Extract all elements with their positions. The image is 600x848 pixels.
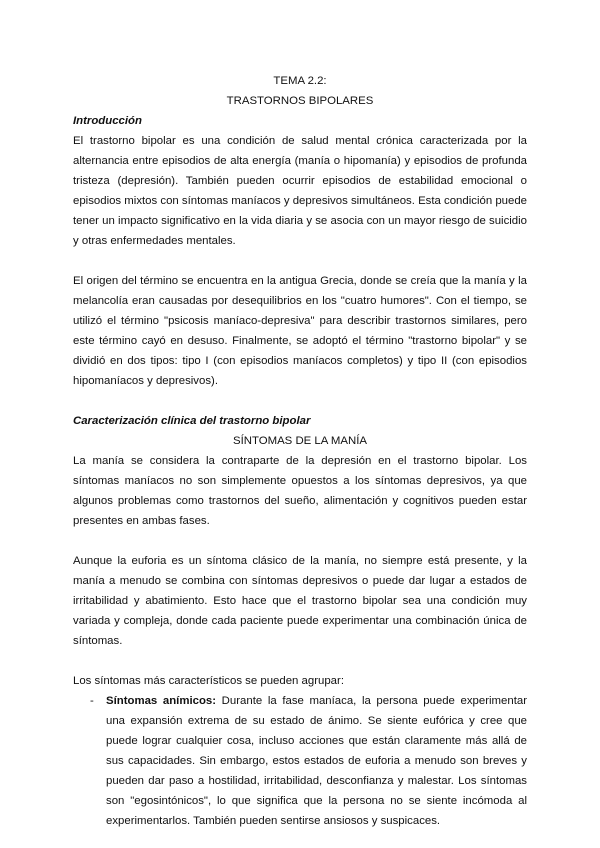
document-content — [73, 71, 527, 831]
topic-number: TEMA 2.2: — [273, 75, 327, 87]
grouping-intro: Los síntomas más característicos se pueden agrupar: — [73, 675, 344, 687]
intro-paragraph-1: El trastorno bipolar es una condición de salud mental crónica caracterizada por la alternancia entre episodios de alta energía (manía o hipomanía) y episodios de profunda tristeza (depresión). También pueden ocurrir episodios de estabilidad emocional o episodios mixtos con síntomas maníacos y depresivos simultáneos. Esta condición puede tener un impacto significativo en la vida diaria y se asocia con un mayor riesgo de suicidio y otras enfermedades mentales. — [73, 135, 527, 247]
intro-heading: Introducción — [73, 115, 142, 127]
document-title: TRASTORNOS BIPOLARES — [226, 95, 374, 107]
mania-heading: SÍNTOMAS DE LA MANÍA — [233, 435, 367, 447]
spacer — [73, 531, 527, 551]
mania-paragraph-2: Aunque la euforia es un síntoma clásico de la manía, no siempre está presente, y la manía a menudo se combina con síntomas depresivos o puede dar lugar a estados de irritabilidad y abatimiento. Esto hace que el trastorno bipolar sea una condición muy variada y compleja, donde cada paciente puede experimentar una combinación única de síntomas. — [73, 555, 527, 647]
bullet-marker: - — [90, 695, 94, 707]
intro-paragraph-2: El origen del término se encuentra en la antigua Grecia, donde se creía que la manía y la melancolía eran causadas por desequilibrios en los "cuatro humores". Con el tiempo, se utilizó el término "psicosis maníaco-depresiva" para describir trastornos similares, pero este término cayó en desuso. Finalmente, se adoptó el término "trastorno bipolar" y se dividió en dos tipos: tipo I (con episodios maníacos completos) y tipo II (con episodios hipomaníacos y depresivos). — [73, 275, 527, 387]
spacer — [73, 251, 527, 271]
clinical-heading: Caracterización clínica del trastorno bipolar — [73, 415, 311, 427]
list-item-term: Síntomas anímicos: — [106, 695, 217, 707]
spacer — [73, 391, 527, 411]
list-item-text: Durante la fase maníaca, la persona puede experimentar una expansión extrema de su estado de ánimo. Se siente eufórica y cree que puede lograr cualquier cosa, incluso acciones que están claramente más allá de sus capacidades. Sin embargo, estos estados de euforia a menudo son breves y pueden dar paso a hostilidad, irritabilidad, desconfianza y malestar. Los síntomas son "egosintónicos", lo que significa que la persona no se siente incómoda al experimentarlos. También pueden sentirse ansiosos y suspicaces. — [106, 695, 527, 827]
spacer — [73, 651, 527, 671]
symptom-list — [73, 691, 527, 831]
list-item — [73, 691, 527, 831]
mania-paragraph-1: La manía se considera la contraparte de la depresión en el trastorno bipolar. Los síntomas maníacos no son simplemente opuestos a los síntomas depresivos, ya que algunos problemas como trastornos del sueño, alimentación y cognitivos pueden estar presentes en ambas fases. — [73, 455, 527, 527]
